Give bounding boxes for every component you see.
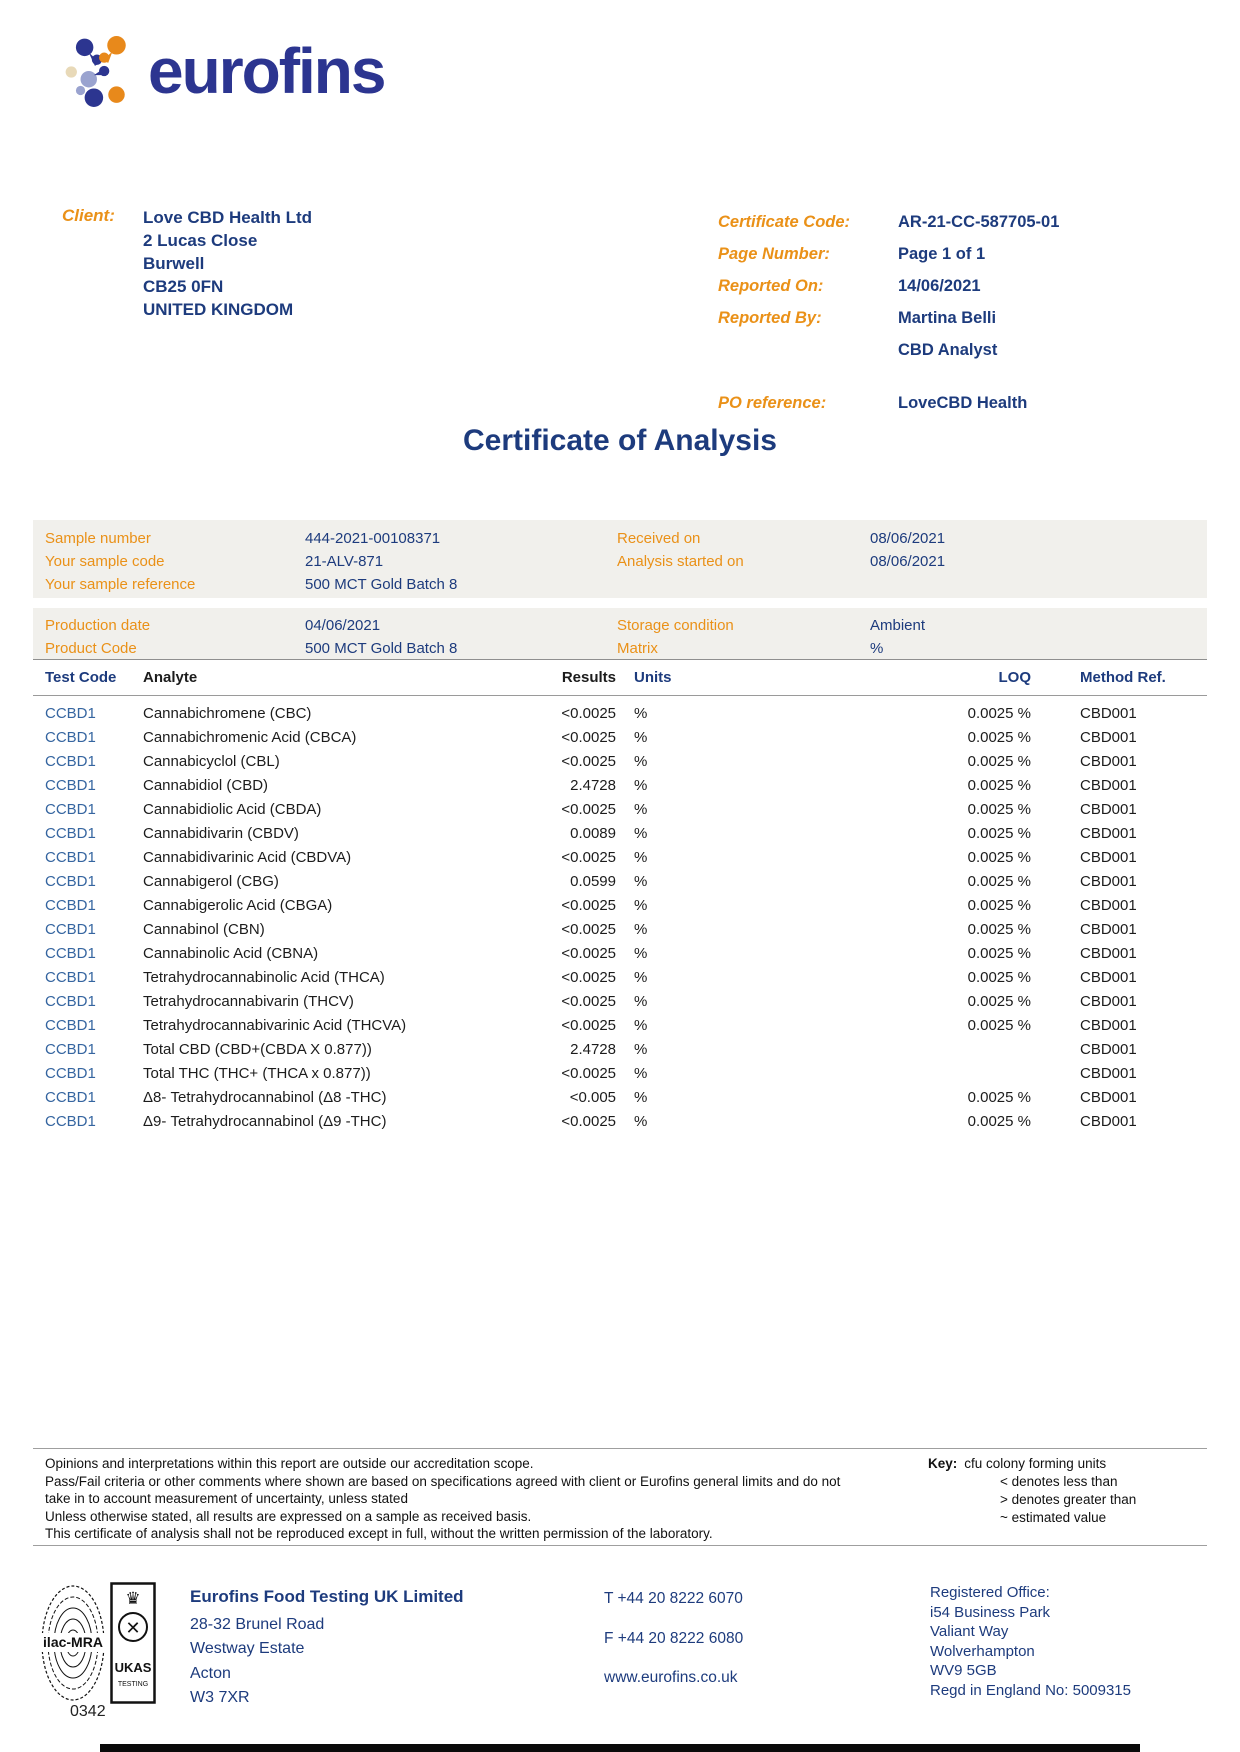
result-value: <0.0025: [561, 801, 616, 818]
result-row: [33, 1086, 1207, 1110]
result-test-code: CCBD1: [45, 753, 96, 770]
result-value: 0.0599: [570, 873, 616, 890]
po-reference-row: [718, 387, 1198, 419]
meta-field-value: Martina Belli: [898, 309, 997, 327]
header-analyte: Analyte: [143, 669, 198, 686]
result-row: [33, 990, 1207, 1014]
result-units: %: [634, 1065, 648, 1082]
po-reference-label: PO reference:: [718, 394, 827, 412]
result-test-code: CCBD1: [45, 729, 96, 746]
result-row: [33, 966, 1207, 990]
result-analyte: Tetrahydrocannabivarinic Acid (THCVA): [143, 1017, 407, 1034]
eurofins-logo-icon: [62, 34, 134, 108]
result-analyte: Δ9- Tetrahydrocannabinol (Δ9 -THC): [143, 1113, 387, 1130]
result-loq: 0.0025 %: [967, 825, 1031, 842]
result-row: [33, 918, 1207, 942]
result-value: <0.0025: [561, 969, 616, 986]
info-row: [45, 614, 457, 637]
meta-field-value: CBD Analyst: [898, 341, 998, 359]
meta-field-value: 14/06/2021: [898, 277, 981, 295]
client-address-line: Love CBD Health Ltd: [143, 208, 313, 227]
info-value: Ambient: [870, 617, 926, 634]
result-row: [33, 798, 1207, 822]
result-analyte: Total THC (THC+ (THCA x 0.877)): [143, 1065, 371, 1082]
header-loq: LOQ: [998, 669, 1031, 686]
registered-office-block: [930, 1583, 1131, 1700]
result-value: <0.0025: [561, 849, 616, 866]
client-address-line: Burwell: [143, 254, 205, 273]
result-test-code: CCBD1: [45, 1089, 96, 1106]
results-table-body: [33, 696, 1207, 1134]
result-units: %: [634, 897, 648, 914]
result-loq: 0.0025 %: [967, 945, 1031, 962]
meta-row: [718, 206, 1198, 238]
result-value: 0.0089: [570, 825, 616, 842]
info-value: 08/06/2021: [870, 530, 946, 547]
result-analyte: Tetrahydrocannabivarin (THCV): [143, 993, 354, 1010]
result-value: <0.0025: [561, 945, 616, 962]
result-analyte: Δ8- Tetrahydrocannabinol (Δ8 -THC): [143, 1089, 387, 1106]
sample-info-left: [45, 527, 457, 596]
page-title: Certificate of Analysis: [463, 424, 777, 457]
result-loq: 0.0025 %: [967, 1113, 1031, 1130]
result-value: <0.0025: [561, 921, 616, 938]
result-test-code: CCBD1: [45, 705, 96, 722]
info-value: 500 MCT Gold Batch 8: [305, 640, 458, 657]
meta-field-label: Certificate Code:: [718, 213, 851, 231]
result-loq: 0.0025 %: [967, 1089, 1031, 1106]
result-analyte: Cannabidiol (CBD): [143, 777, 269, 794]
result-value: <0.0025: [561, 1065, 616, 1082]
result-row: [33, 870, 1207, 894]
result-units: %: [634, 753, 648, 770]
result-loq: 0.0025 %: [967, 729, 1031, 746]
product-info-right: [617, 614, 925, 660]
result-value: <0.0025: [561, 1017, 616, 1034]
lab-name: Eurofins Food Testing UK Limited: [190, 1587, 464, 1606]
result-analyte: Cannabigerolic Acid (CBGA): [143, 897, 333, 914]
key-item: > denotes greater than: [1000, 1492, 1137, 1507]
result-units: %: [634, 969, 648, 986]
client-address-line: 2 Lucas Close: [143, 231, 258, 250]
result-row: [33, 774, 1207, 798]
scan-artifact-bar: [100, 1744, 1140, 1752]
result-value: <0.0025: [561, 1113, 616, 1130]
result-value: <0.0025: [561, 897, 616, 914]
client-block: [62, 206, 312, 321]
info-label: Analysis started on: [617, 553, 744, 570]
result-method-ref: CBD001: [1080, 777, 1137, 794]
meta-field-label: Reported On:: [718, 277, 824, 295]
result-method-ref: CBD001: [1080, 897, 1137, 914]
key-label: Key:: [928, 1456, 958, 1471]
header-test-code: Test Code: [45, 669, 117, 686]
emblem-icon: ✕: [125, 1618, 141, 1638]
registered-office-line: Registered Office:: [930, 1584, 1050, 1601]
result-loq: [686, 1062, 1031, 1086]
result-units: %: [634, 1017, 648, 1034]
result-method-ref: CBD001: [1080, 1065, 1137, 1082]
lab-address-block: [190, 1585, 464, 1711]
info-label: Your sample code: [45, 553, 165, 570]
result-row: [33, 1014, 1207, 1038]
client-address-line: CB25 0FN: [143, 277, 224, 296]
meta-field-label: Page Number:: [718, 245, 830, 263]
result-test-code: CCBD1: [45, 945, 96, 962]
result-units: %: [634, 993, 648, 1010]
result-analyte: Cannabicyclol (CBL): [143, 753, 280, 770]
result-analyte: Cannabidivarinic Acid (CBDVA): [143, 849, 352, 866]
info-value: 04/06/2021: [305, 617, 381, 634]
product-info-left: [45, 614, 457, 660]
meta-row: [718, 334, 1198, 366]
disclaimer-line: take in to account measurement of uncertainty, unless stated: [45, 1491, 408, 1506]
result-method-ref: CBD001: [1080, 825, 1137, 842]
info-label: Product Code: [45, 640, 137, 657]
registered-office-line: i54 Business Park: [930, 1603, 1051, 1621]
info-row: [45, 550, 457, 573]
info-value: 21-ALV-871: [305, 553, 384, 570]
result-loq: 0.0025 %: [967, 897, 1031, 914]
registered-office-line: Wolverhampton: [930, 1642, 1035, 1660]
result-analyte: Total CBD (CBD+(CBDA X 0.877)): [143, 1041, 372, 1058]
result-test-code: CCBD1: [45, 825, 96, 842]
result-loq: 0.0025 %: [967, 801, 1031, 818]
result-row: [33, 1038, 1207, 1062]
key-first-item: cfu colony forming units: [964, 1456, 1107, 1471]
result-analyte: Cannabidivarin (CBDV): [143, 825, 299, 842]
result-test-code: CCBD1: [45, 1113, 96, 1130]
header-results: Results: [561, 669, 616, 686]
info-value: 500 MCT Gold Batch 8: [305, 576, 458, 593]
meta-field-value: Page 1 of 1: [898, 245, 986, 263]
result-loq: 0.0025 %: [967, 1017, 1031, 1034]
result-units: %: [634, 1089, 648, 1106]
result-test-code: CCBD1: [45, 993, 96, 1010]
result-loq: 0.0025 %: [967, 777, 1031, 794]
info-value: 444-2021-00108371: [305, 530, 441, 547]
registered-office-line: Valiant Way: [930, 1623, 1009, 1640]
result-analyte: Cannabichromene (CBC): [143, 705, 312, 722]
lab-address-line: W3 7XR: [190, 1689, 250, 1706]
result-test-code: CCBD1: [45, 969, 96, 986]
lab-address-line: Westway Estate: [190, 1640, 305, 1657]
ilac-mra-stamp: [40, 1583, 106, 1703]
result-row: [33, 894, 1207, 918]
result-units: %: [634, 801, 648, 818]
registered-office-line: Regd in England No: 5009315: [930, 1681, 1131, 1699]
meta-field-label: Reported By:: [718, 309, 822, 327]
info-row: [45, 573, 457, 596]
info-label: Matrix: [617, 640, 658, 657]
result-loq: 0.0025 %: [967, 969, 1031, 986]
result-loq: 0.0025 %: [967, 705, 1031, 722]
disclaimer-line: Pass/Fail criteria or other comments where shown are based on specifications agreed with client or Eurofins general limits and do not: [45, 1473, 841, 1489]
key-item: < denotes less than: [1000, 1474, 1118, 1489]
result-method-ref: CBD001: [1080, 705, 1137, 722]
info-label: Your sample reference: [45, 576, 196, 593]
contact-block: [604, 1587, 743, 1690]
po-reference-value: LoveCBD Health: [898, 394, 1028, 412]
result-loq: 0.0025 %: [967, 993, 1031, 1010]
result-test-code: CCBD1: [45, 873, 96, 890]
info-row: [617, 550, 945, 573]
info-row: [45, 527, 457, 550]
crown-icon: ♛: [125, 1589, 141, 1608]
result-method-ref: CBD001: [1080, 753, 1137, 770]
info-value: 08/06/2021: [870, 553, 946, 570]
result-units: %: [634, 1041, 648, 1058]
result-value: <0.005: [569, 1089, 616, 1106]
info-label: Sample number: [45, 530, 151, 547]
results-table: [33, 664, 1207, 1134]
ilac-mra-text: ilac-MRA: [43, 1634, 103, 1650]
disclaimer-line: This certificate of analysis shall not be reproduced except in full, without the written permission of the laboratory.: [45, 1526, 713, 1541]
result-loq: 0.0025 %: [967, 849, 1031, 866]
result-units: %: [634, 945, 648, 962]
meta-row: [718, 270, 1198, 302]
divider-line: [33, 1545, 1207, 1546]
website-url: www.eurofins.co.uk: [604, 1669, 738, 1686]
result-units: %: [634, 825, 648, 842]
disclaimer-line: Opinions and interpretations within this report are outside our accreditation scope.: [45, 1456, 534, 1471]
result-test-code: CCBD1: [45, 1065, 96, 1082]
info-label: Production date: [45, 617, 151, 634]
result-row: [33, 702, 1207, 726]
result-value: 2.4728: [570, 1041, 616, 1058]
result-loq: 0.0025 %: [967, 873, 1031, 890]
result-row: [33, 846, 1207, 870]
lab-address-line: 28-32 Brunel Road: [190, 1615, 325, 1633]
result-test-code: CCBD1: [45, 777, 96, 794]
eurofins-wordmark: eurofins: [148, 35, 385, 107]
result-method-ref: CBD001: [1080, 1041, 1137, 1058]
ukas-text: UKAS: [114, 1660, 152, 1675]
header-units: Units: [634, 669, 672, 686]
result-loq: 0.0025 %: [967, 921, 1031, 938]
lab-address-lines: [190, 1613, 464, 1711]
result-value: <0.0025: [561, 993, 616, 1010]
result-row: [33, 1062, 1207, 1086]
info-label: Storage condition: [617, 617, 734, 634]
result-test-code: CCBD1: [45, 1017, 96, 1034]
product-info-block: [33, 608, 1207, 660]
result-loq: [686, 1038, 1031, 1062]
result-row: [33, 726, 1207, 750]
divider-line: [33, 1448, 1207, 1449]
report-meta-fields: [718, 206, 1198, 366]
result-method-ref: CBD001: [1080, 849, 1137, 866]
result-analyte: Cannabichromenic Acid (CBCA): [143, 729, 357, 746]
client-address: [143, 206, 312, 321]
result-method-ref: CBD001: [1080, 729, 1137, 746]
result-method-ref: CBD001: [1080, 969, 1137, 986]
result-units: %: [634, 873, 648, 890]
results-table-header: [33, 664, 1207, 696]
result-method-ref: CBD001: [1080, 1113, 1137, 1130]
fax-number: F +44 20 8222 6080: [604, 1630, 744, 1647]
key-block: [928, 1455, 1136, 1527]
result-method-ref: CBD001: [1080, 945, 1137, 962]
result-row: [33, 1110, 1207, 1134]
disclaimer-text: [45, 1455, 855, 1543]
result-method-ref: CBD001: [1080, 993, 1137, 1010]
key-head: [928, 1455, 1136, 1473]
client-label: Client:: [62, 206, 115, 225]
result-units: %: [634, 849, 648, 866]
meta-row: [718, 238, 1198, 270]
registered-office-line: WV9 5GB: [930, 1662, 997, 1679]
result-analyte: Cannabinolic Acid (CBNA): [143, 945, 319, 962]
key-items: [1000, 1473, 1136, 1527]
result-row: [33, 822, 1207, 846]
result-units: %: [634, 705, 648, 722]
result-analyte: Cannabinol (CBN): [143, 921, 265, 938]
result-method-ref: CBD001: [1080, 921, 1137, 938]
result-method-ref: CBD001: [1080, 1089, 1137, 1106]
result-method-ref: CBD001: [1080, 1017, 1137, 1034]
phone-number: T +44 20 8222 6070: [604, 1590, 743, 1607]
meta-field-value: AR-21-CC-587705-01: [898, 213, 1060, 231]
info-row: [617, 614, 925, 637]
result-row: [33, 942, 1207, 966]
ukas-logo: [110, 1582, 156, 1704]
key-item: ~ estimated value: [1000, 1510, 1107, 1525]
sample-info-block: [33, 520, 1207, 598]
info-row: [45, 637, 457, 660]
result-test-code: CCBD1: [45, 801, 96, 818]
result-analyte: Cannabigerol (CBG): [143, 873, 279, 890]
result-units: %: [634, 921, 648, 938]
header-method-ref: Method Ref.: [1080, 669, 1166, 686]
result-test-code: CCBD1: [45, 921, 96, 938]
brand-header: [62, 34, 384, 108]
result-analyte: Cannabidiolic Acid (CBDA): [143, 801, 322, 818]
ukas-testing-text: TESTING: [117, 1681, 149, 1688]
result-analyte: Tetrahydrocannabinolic Acid (THCA): [143, 969, 385, 986]
result-test-code: CCBD1: [45, 897, 96, 914]
client-address-line: UNITED KINGDOM: [143, 300, 294, 319]
result-row: [33, 750, 1207, 774]
result-method-ref: CBD001: [1080, 873, 1137, 890]
result-test-code: CCBD1: [45, 1041, 96, 1058]
sample-info-right: [617, 527, 945, 573]
info-label: Received on: [617, 530, 701, 547]
accreditation-number: 0342: [70, 1703, 106, 1720]
lab-address-line: Acton: [190, 1664, 231, 1682]
result-method-ref: CBD001: [1080, 801, 1137, 818]
report-meta: [718, 206, 1198, 419]
result-value: <0.0025: [561, 753, 616, 770]
result-loq: 0.0025 %: [967, 753, 1031, 770]
info-row: [617, 637, 925, 660]
result-units: %: [634, 777, 648, 794]
result-value: <0.0025: [561, 705, 616, 722]
result-units: %: [634, 729, 648, 746]
info-row: [617, 527, 945, 550]
result-value: <0.0025: [561, 729, 616, 746]
result-units: %: [634, 1113, 648, 1130]
info-value: %: [870, 640, 884, 657]
result-test-code: CCBD1: [45, 849, 96, 866]
disclaimer-line: Unless otherwise stated, all results are expressed on a sample as received basis.: [45, 1508, 532, 1524]
result-value: 2.4728: [570, 777, 616, 794]
meta-field-label: [718, 334, 898, 366]
meta-row: [718, 302, 1198, 334]
